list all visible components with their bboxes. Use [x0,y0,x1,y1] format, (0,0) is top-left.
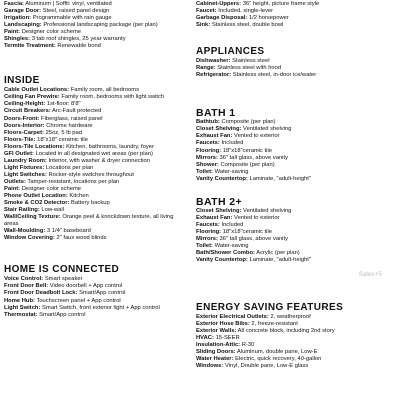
spec-label: Shingles: [4,36,31,43]
spec-line [4,235,190,242]
spec-line [4,290,190,297]
spec-line [4,312,190,319]
spec-value: Low-wall [41,207,64,214]
spec-label: Bath/Shower Combo: [196,250,255,257]
spec-label: Toilet: [196,242,213,249]
spec-line [196,215,396,222]
spec-value: Steel, raised panel design [42,8,110,15]
spec-line [196,328,396,335]
spec-label: Outlets: [4,178,26,185]
spec-value: Designer color scheme [21,185,82,192]
home-connected-spec-list [4,276,190,318]
spec-label: Sliding Doors: [196,349,236,356]
spec-label: Fascia: [4,1,24,7]
spec-line [196,243,396,250]
spec-line [196,335,396,342]
spec-value: R-30 [241,342,255,349]
spec-label: Ceiling-Height: [4,101,46,108]
bath2-spec-list [196,208,396,264]
spec-value: Included, single-lever [218,8,274,15]
spec-line [4,207,190,214]
spec-label: Landscaping: [4,22,42,29]
appliances-heading: APPLIANCES [196,46,265,58]
spec-value: Aluminum, double pane, Low-E [236,349,318,356]
spec-line [4,214,190,221]
spec-label: Windows: [196,363,224,370]
spec-label: Range: [196,65,216,72]
spec-value: Kitchen [69,193,89,200]
spec-value: Ventilated shelving [243,207,292,214]
spec-line [4,1,190,8]
spec-line [196,148,396,155]
spec-label: Flooring: [196,228,222,235]
spec-line [4,221,190,228]
spec-line [4,36,190,43]
spec-label: Closet Shelving: [196,207,242,214]
spec-line [196,169,396,176]
spec-value: Laminate, "adult-height" [249,257,311,264]
spec-value: 3 1/4" baseboard [46,228,91,235]
spec-line [4,276,190,283]
spec-line [4,305,190,312]
spec-value: Family room, bedrooms with light switch [61,94,165,101]
spec-value: Chrome hardware [46,122,93,129]
spec-line [4,228,190,235]
kitchen-spec-list [196,1,396,29]
spec-value: Touchscreen panel + App control [36,297,121,304]
spec-label: Light Switch: [4,304,41,311]
spec-value: 25oz, 5 lb pad [45,129,82,136]
spec-line [196,349,396,356]
spec-label: Wall/Ceiling Texture: [4,214,61,221]
spec-value: Professional landscaping package (per plan) [43,22,158,29]
spec-line [4,116,190,123]
spec-line [196,22,396,29]
bath2-heading: BATH 2+ [196,195,243,208]
spec-value: Aluminum | Soffit: vinyl, ventilated [25,1,112,7]
spec-line [196,140,396,147]
spec-value: Stainless steel, in-door ice/water [232,72,317,79]
spec-label: Front Door Deadbolt Lock: [4,290,78,297]
inside-spec-list [4,87,190,242]
spec-label: Light Fixtures: [4,164,45,171]
spec-value: Electric, quick recovery, 40-gallon [235,356,322,363]
spec-label: Exterior Electrical Outlets: [196,314,269,321]
spec-value: Smart Switch, front exterior light + App control [42,304,160,311]
spec-line [196,126,396,133]
spec-line [196,8,396,15]
spec-label: HVAC: [196,335,214,342]
spec-value: 15-SEER [215,335,240,342]
spec-line [196,1,396,8]
spec-line [4,172,190,179]
spec-label: Toilet: [196,168,213,175]
spec-line [4,101,190,108]
spec-label: Refrigerator: [196,72,232,79]
spec-line [196,72,396,79]
spec-label: GFI Outlet: [4,150,34,157]
spec-label: Thermostat: [4,311,38,318]
spec-label: Vanity Countertop: [196,257,248,264]
spec-label: Cabinet-Uppers: [196,1,242,7]
spec-line [196,176,396,183]
spec-line [4,15,190,22]
spec-value: 1st-floor: 8'8" [46,101,81,108]
spec-value: 18"x18"ceramic tile [222,228,272,235]
spec-value: 3 tab roof shingles, 25 year warranty [31,36,126,43]
spec-line [4,137,190,144]
spec-value: Laminate, "adult-height" [249,175,311,182]
spec-line [196,342,396,349]
spec-label: Window Covering: [4,235,55,242]
spec-label: Exterior Walls: [196,328,237,335]
right-column [196,0,396,371]
spec-value: Vented to exterior [234,133,280,140]
inside-heading: INSIDE [4,75,40,87]
spec-value: Included [221,140,244,147]
spec-line [196,229,396,236]
spec-value: 2" faux wood blinds [56,235,107,242]
spec-label: Closet Shelving: [196,126,242,133]
spec-value: Acrylic (per plan) [256,250,300,257]
spec-line [4,130,190,137]
spec-value: Tamper-resistant, locations per plan [27,178,120,185]
spec-value: Kitchen, bathrooms, laundry, foyer [66,143,154,150]
spec-value: Vented to exterior [234,214,280,221]
spec-value: Programmable with rain gauge [32,15,112,22]
spec-line [196,314,396,321]
spec-line [4,298,190,305]
spec-value: Video doorbell + App control [49,283,123,290]
spec-label: Voice Control: [4,276,44,283]
spec-line [196,257,396,264]
spec-line [4,8,190,15]
spec-label: Garbage Disposal: [196,15,248,22]
left-column [4,0,190,319]
spec-line [196,15,396,22]
spec-value: Vinyl, Double pane, Low-E glass [224,363,309,370]
spec-label: Doors-Front: [4,115,40,122]
spec-line [196,236,396,243]
spec-line [4,193,190,200]
spec-label: Floors-Tile: [4,136,36,143]
spec-label: Faucet: [196,8,217,15]
energy-heading: ENERGY SAVING FEATURES [196,302,344,314]
spec-label: Termite Treatment: [4,43,56,50]
spec-value: Interior, with washer & dryer connection [48,157,150,164]
spec-value: Arc-Fault protected [52,108,102,115]
outside-spec-list [4,1,190,50]
bath1-heading: BATH 1 [196,107,236,120]
spec-value: Water-saving [214,242,249,249]
spec-line [4,123,190,130]
spec-label: Front Door Bell: [4,283,49,290]
spec-value: Locations per plan [45,164,94,171]
spec-line [4,151,190,158]
spec-line [196,119,396,126]
spec-value: Located in all designated wet areas (per plan) [35,150,153,157]
spec-label: Faucets: [196,221,220,228]
spec-label: Mirrors: [196,235,218,242]
spec-label: Mirrors: [196,154,218,161]
spec-label: Smoke & CO2 Detector: [4,200,70,207]
spec-value: Smart speaker [44,276,83,283]
spec-line [4,144,190,151]
spec-line [4,108,190,115]
spec-label: Home Hub: [4,297,35,304]
spec-line [4,43,190,50]
spec-label: Exhaust Fan: [196,133,233,140]
spec-line [196,65,396,72]
spec-value: Orange peel & knockdown texture, all living [62,214,174,221]
spec-label: Exterior Hose Bibs: [196,321,250,328]
spec-value: 36" tall glass, above vanity [219,154,288,161]
spec-line [4,200,190,207]
bath1-spec-list [196,119,396,182]
spec-line [196,321,396,328]
spec-label: Paint: [4,29,21,36]
spec-value: areas [4,221,19,228]
spec-line [4,29,190,36]
spec-value: Ventilated shelving [243,126,292,133]
spec-label: Doors-Interior: [4,122,45,129]
spec-line [196,208,396,215]
spec-label: Water Heater: [196,356,234,363]
spec-value: Stainless steel with hood [217,65,282,72]
spec-value: Stainless steel [232,58,270,65]
spec-label: Floors-Carpet: [4,129,44,136]
energy-spec-list [196,314,396,370]
spec-label: Garage Door: [4,8,42,15]
spec-value: 18"x18" ceramic tile [37,136,88,143]
spec-label: Paint: [4,185,21,192]
spec-label: Laundry Room: [4,157,47,164]
spec-line [196,58,396,65]
spec-value: 18"x18"ceramic tile [222,147,272,154]
spec-value: Composite (per plan) [221,119,276,126]
spec-value: 2, freeze-resistant [251,321,298,328]
spec-value: Rocker-style switches throughout [48,171,134,178]
spec-label: Floors-Tile Locations: [4,143,65,150]
spec-label: Exhaust Fan: [196,214,233,221]
spec-line [196,363,396,370]
spec-value: 36" tall glass, above vanity [219,235,288,242]
spec-value: Composite (per plan) [220,161,275,168]
spec-line [196,356,396,363]
spec-label: Bathtub: [196,119,220,126]
spec-line [196,162,396,169]
spec-label: Faucets: [196,140,220,147]
spec-value: Included [221,221,244,228]
spec-label: Irrigation: [4,15,32,22]
spec-value: Battery backup [71,200,110,207]
spec-line [4,179,190,186]
appliances-spec-list [196,58,396,79]
spec-label: Stair Railing: [4,207,40,214]
spec-label: Shower: [196,161,219,168]
spec-line [4,158,190,165]
spec-value: Renewable bond [57,43,101,50]
spec-line [196,155,396,162]
spec-line [4,94,190,101]
spec-label: Insulation-Attic: [196,342,241,349]
spec-value: Smart/App control [79,290,126,297]
spec-label: Flooring: [196,147,222,154]
spec-value: Designer color scheme [21,29,82,36]
spec-line [196,222,396,229]
spec-value: 2, weatherproof [270,314,311,321]
spec-value: Fiberglass, raised panel [41,115,103,122]
spec-line [4,186,190,193]
spec-label: Dishwasher: [196,58,231,65]
spec-value: All concrete block, including 2nd story [237,328,335,335]
spec-line [4,87,190,94]
spec-line [196,133,396,140]
spec-value: 1/2 horsepower [248,15,289,22]
spec-line [4,165,190,172]
spec-value: 36" height, picture frame style [242,1,320,7]
spec-label: Light Switches: [4,171,47,178]
spec-value: Smart/App control [39,311,86,318]
spec-line [4,22,190,29]
spec-value: Water-saving [214,168,249,175]
spec-label: Cable Outlet Locations: [4,87,70,94]
spec-line [196,250,396,257]
spec-label: Vanity Countertop: [196,175,248,182]
home-connected-heading: HOME IS CONNECTED [4,264,120,276]
spec-label: Sink: [196,22,211,29]
spec-value: Stainless steel, double bowl [211,22,284,29]
spec-label: Wall-Moulding: [4,228,46,235]
spec-label: Ceiling Fan Prewire: [4,94,60,101]
spec-line [4,283,190,290]
spec-label: Circuit Breakers: [4,108,51,115]
spec-value: Family room, all bedrooms [70,87,139,94]
spec-label: Phone Outlet Location: [4,193,68,200]
watermark-text: Sales+5 [358,272,382,278]
